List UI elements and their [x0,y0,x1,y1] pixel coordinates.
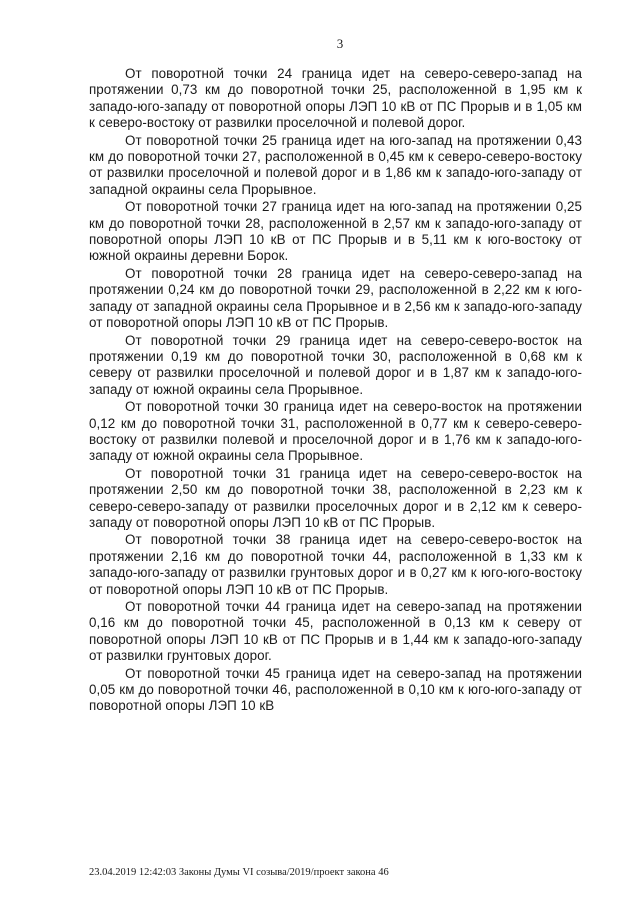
paragraph: От поворотной точки 24 граница идет на северо-северо-запад на протяжении 0,73 км до поворотной точки 25, расположенной в 1,95 км к западо-юго-западу от поворотной опоры ЛЭП 10 кВ от ПС Прорыв и в 1,05 км к северо-востоку от развилки проселочной и полевой дорог. [89,66,582,131]
paragraph: От поворотной точки 38 граница идет на северо-северо-восток на протяжении 2,16 км до поворотной точки 44, расположенной в 1,33 км к западо-юго-западу от развилки грунтовых дорог и в 0,27 км к юго-юго-востоку от поворотной опоры ЛЭП 10 кВ от ПС Прорыв. [89,532,582,597]
paragraph: От поворотной точки 27 граница идет на юго-запад на протяжении 0,25 км до поворотной точки 28, расположенной в 2,57 км к западо-юго-западу от поворотной опоры ЛЭП 10 кВ от ПС Прорыв и в 5,11 км к юго-востоку от южной окраины деревни Борок. [89,199,582,264]
paragraph: От поворотной точки 29 граница идет на северо-северо-восток на протяжении 0,19 км до поворотной точки 30, расположенной в 0,68 км к северу от развилки проселочной и полевой дорог и в 1,87 км к западо-юго-западу от южной окраины села Прорывное. [89,332,582,397]
footer-note: 23.04.2019 12:42:03 Законы Думы VI созыва/2019/проект закона 46 [89,867,389,878]
paragraph: От поворотной точки 30 граница идет на северо-восток на протяжении 0,12 км до поворотной точки 31, расположенной в 0,77 км к северо-северо-востоку от развилки полевой и проселочной дорог и в 1,76 км к западо-юго-западу от южной окраины села Прорывное. [89,399,582,464]
paragraph: От поворотной точки 45 граница идет на северо-запад на протяжении 0,05 км до поворотной точки 46, расположенной в 0,10 км к юго-юго-западу от поворотной опоры ЛЭП 10 кВ [89,665,582,714]
paragraph: От поворотной точки 44 граница идет на северо-запад на протяжении 0,16 км до поворотной точки 45, расположенной в 0,13 км к северу от поворотной опоры ЛЭП 10 кВ от ПС Прорыв и в 1,44 км к западо-юго-западу от развилки грунтовых дорог. [89,599,582,664]
page-number: 3 [336,36,344,51]
paragraph: От поворотной точки 28 граница идет на северо-северо-запад на протяжении 0,24 км до поворотной точки 29, расположенной в 2,22 км к юго-западу от западной окраины села Прорывное и в 2,56 км к западо-юго-западу от поворотной опоры ЛЭП 10 кВ от ПС Прорыв. [89,265,582,331]
paragraph: От поворотной точки 31 граница идет на северо-северо-восток на протяжении 2,50 км до поворотной точки 38, расположенной в 2,23 км к северо-северо-западу от развилки проселочных дорог и в 2,12 км к северо-западу от поворотной опоры ЛЭП 10 кВ от ПС Прорыв. [89,465,582,530]
paragraph: От поворотной точки 25 граница идет на юго-запад на протяжении 0,43 км до поворотной точки 27, расположенной в 0,45 км к северо-северо-востоку от развилки проселочной и полевой дорог и в 1,86 км к западо-юго-западу от западной окраины села Прорывное. [89,132,582,197]
document-body [89,66,582,715]
